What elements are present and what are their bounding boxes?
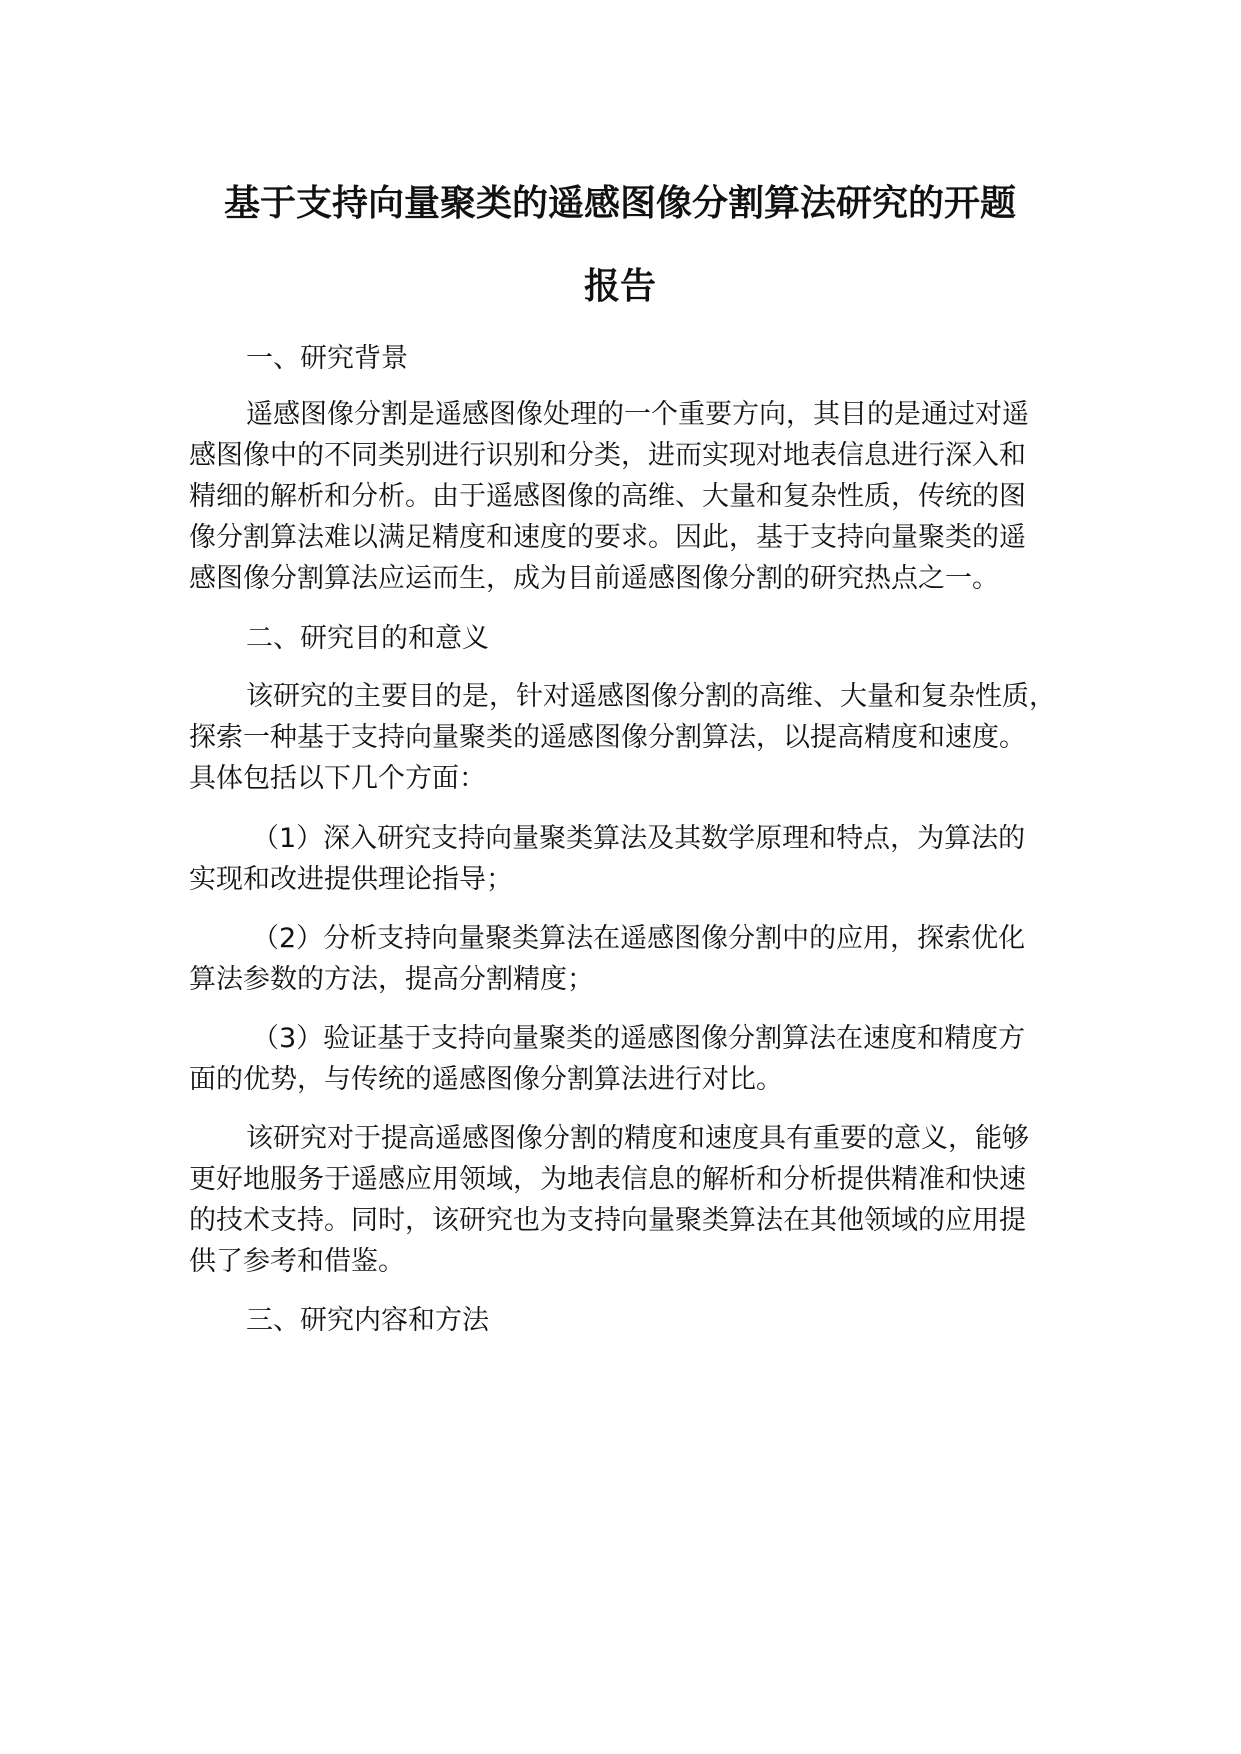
paragraph-background-line: 像分割算法难以满足精度和速度的要求。因此，基于支持向量聚类的遥 [189, 522, 1026, 553]
paragraph-background-line: 感图像分割算法应运而生，成为目前遥感图像分割的研究热点之一。 [189, 563, 999, 594]
section-heading-background: 一、研究背景 [246, 343, 408, 374]
section-heading-content: 三、研究内容和方法 [246, 1305, 489, 1336]
list-item-3-line: 面的优势，与传统的遥感图像分割算法进行对比。 [189, 1064, 783, 1095]
paragraph-background-line: 遥感图像分割是遥感图像处理的一个重要方向，其目的是通过对遥 [246, 399, 1029, 430]
section-heading-purpose: 二、研究目的和意义 [246, 623, 489, 654]
paragraph-purpose-line: 具体包括以下几个方面： [189, 763, 486, 794]
paragraph-background-line: 感图像中的不同类别进行识别和分类，进而实现对地表信息进行深入和 [189, 440, 1026, 471]
paragraph-significance-line: 更好地服务于遥感应用领域，为地表信息的解析和分析提供精准和快速 [189, 1164, 1026, 1195]
list-item-1-line: （1）深入研究支持向量聚类算法及其数学原理和特点，为算法的 [252, 823, 1026, 854]
list-item-3-line: （3）验证基于支持向量聚类的遥感图像分割算法在速度和精度方 [252, 1023, 1026, 1054]
list-item-1-line: 实现和改进提供理论指导； [189, 864, 513, 895]
document-title-line-1: 基于支持向量聚类的遥感图像分割算法研究的开题 [223, 183, 1016, 224]
paragraph-significance-line: 的技术支持。同时，该研究也为支持向量聚类算法在其他领域的应用提 [189, 1205, 1026, 1236]
document-title-line-2: 报告 [583, 266, 656, 307]
paragraph-background-line: 精细的解析和分析。由于遥感图像的高维、大量和复杂性质，传统的图 [189, 481, 1026, 512]
paragraph-purpose-line: 该研究的主要目的是，针对遥感图像分割的高维、大量和复杂性质， [246, 681, 1056, 712]
list-item-2-line: 算法参数的方法，提高分割精度； [189, 964, 594, 995]
list-item-2-line: （2）分析支持向量聚类算法在遥感图像分割中的应用，探索优化 [252, 923, 1026, 954]
paragraph-purpose-line: 探索一种基于支持向量聚类的遥感图像分割算法，以提高精度和速度。 [189, 722, 1026, 753]
paragraph-significance-line: 该研究对于提高遥感图像分割的精度和速度具有重要的意义，能够 [246, 1123, 1029, 1154]
paragraph-significance-line: 供了参考和借鉴。 [189, 1246, 405, 1277]
